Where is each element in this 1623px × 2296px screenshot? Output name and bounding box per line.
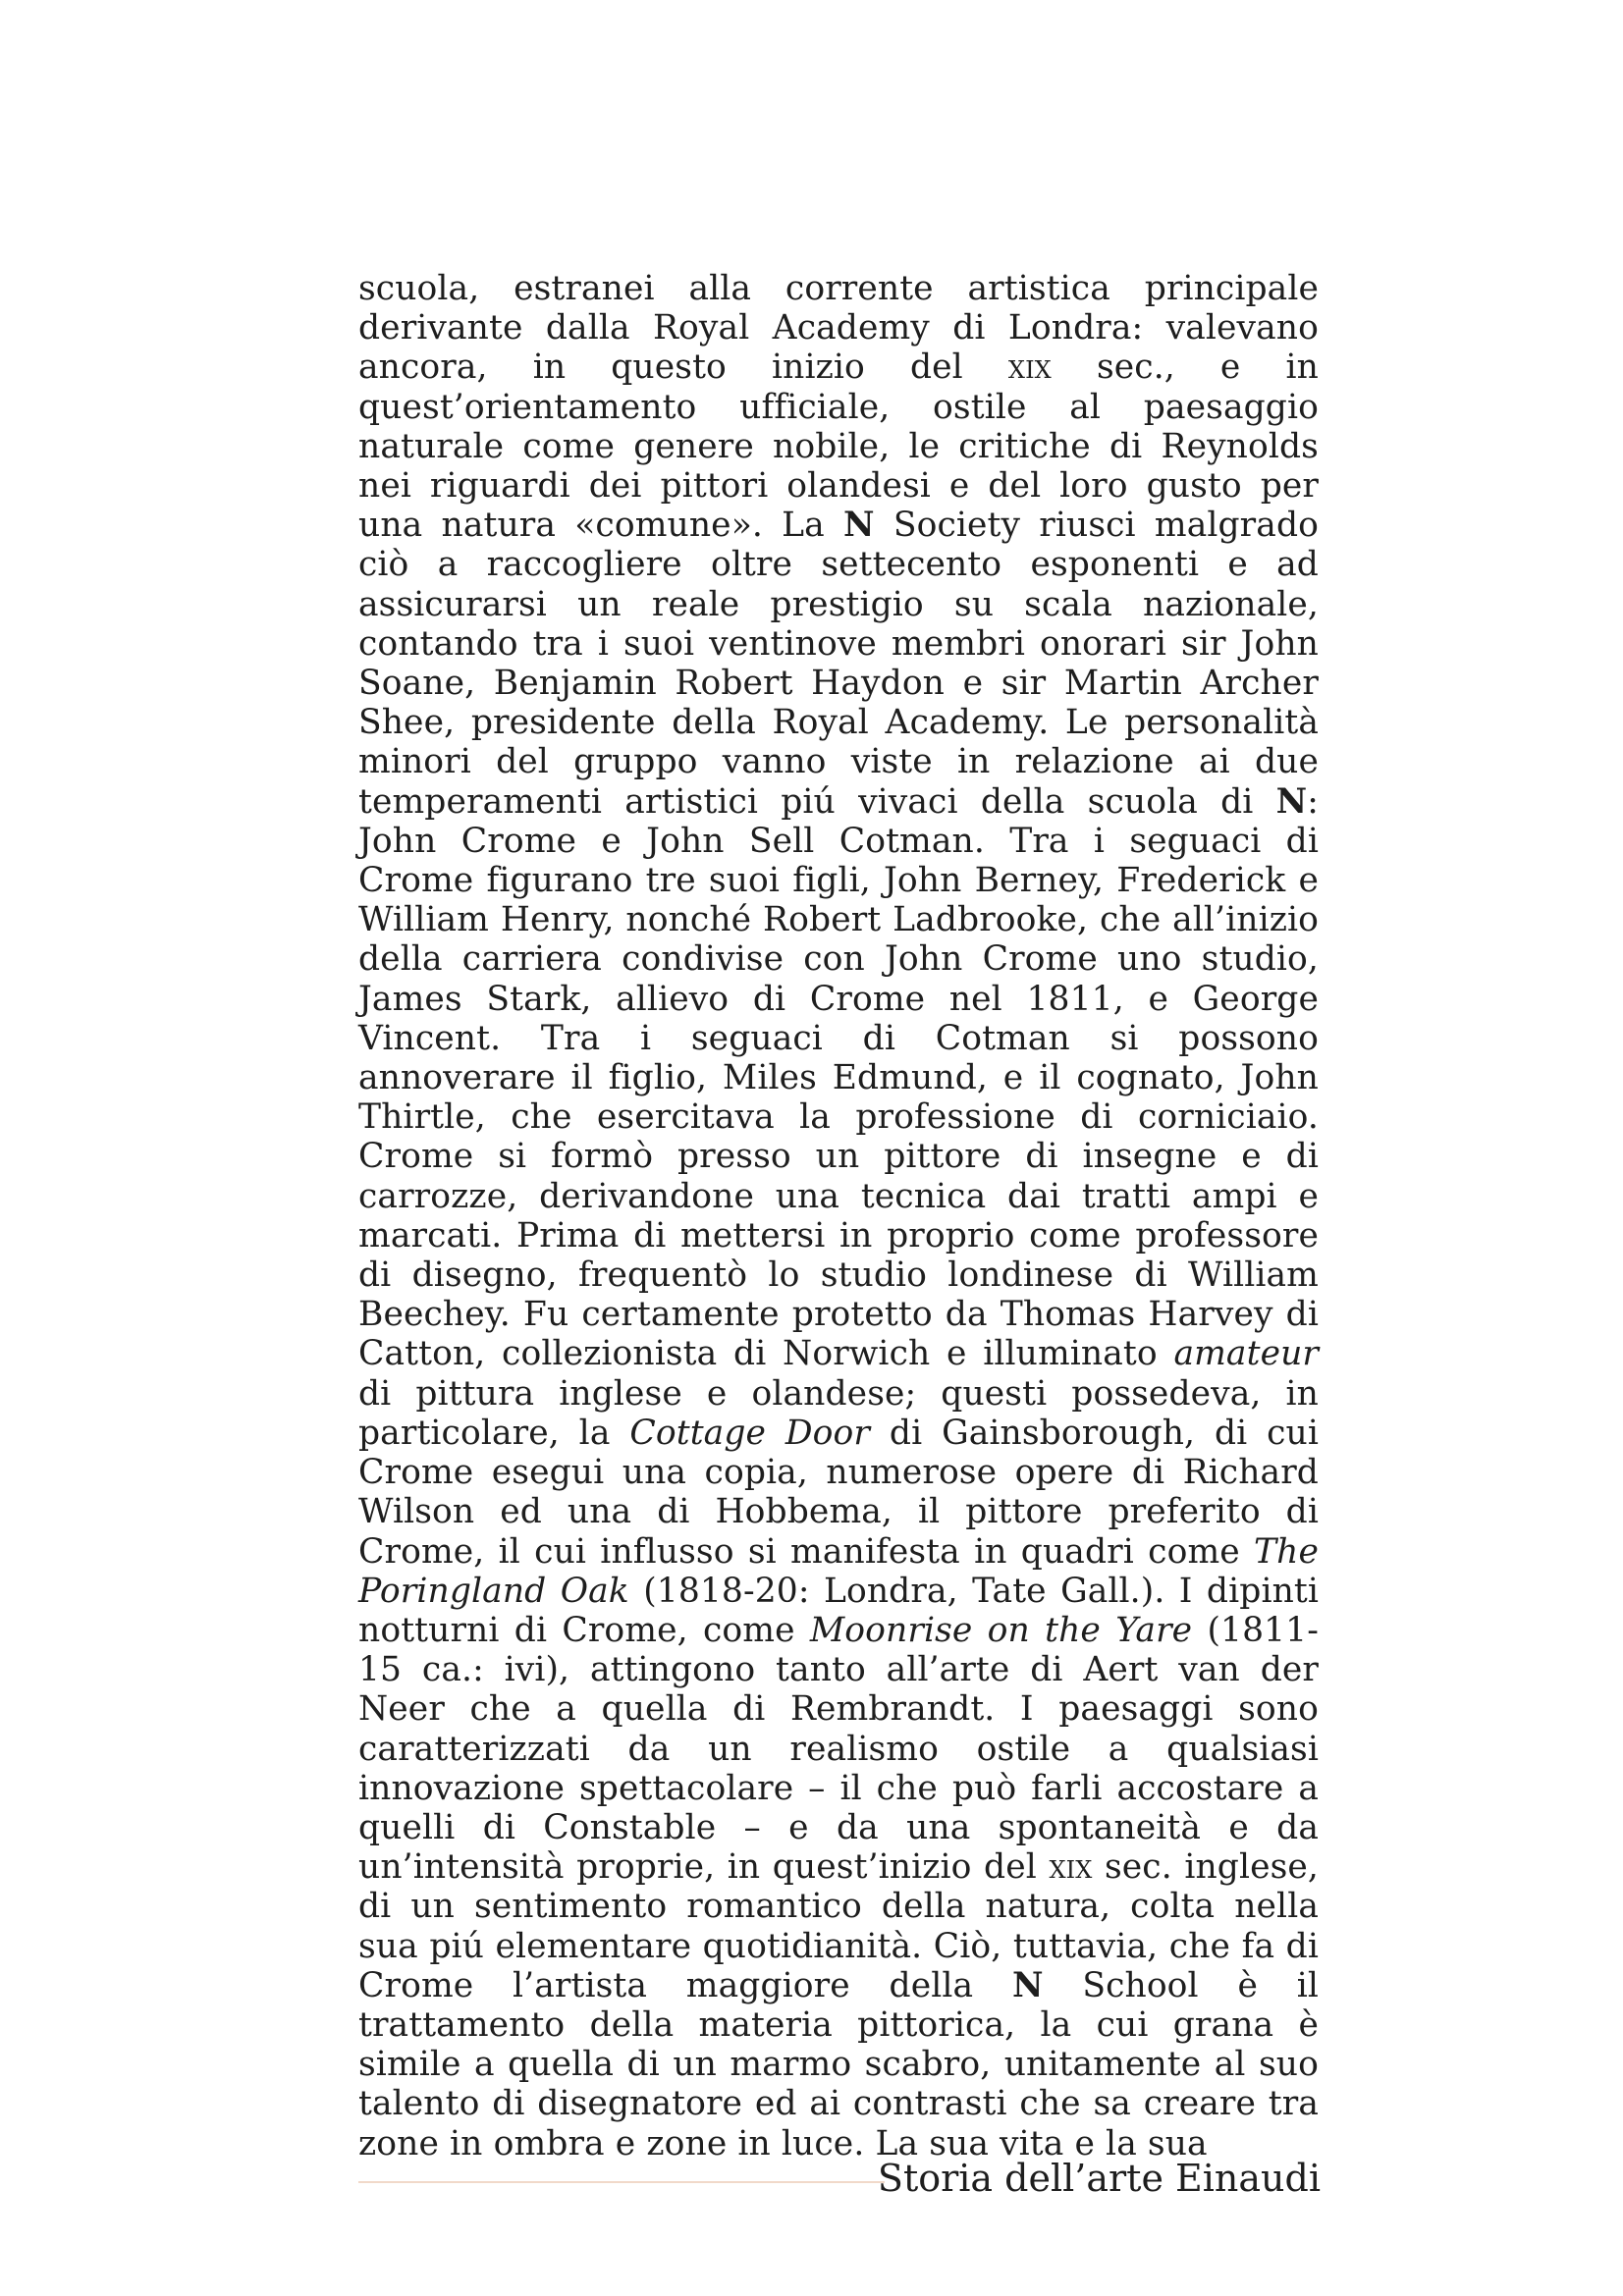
text-run: (1818-20: Londra, Tate Gall.). I dipinti notturni di Crome, come [358, 1571, 1319, 1650]
bold-run: N [1275, 781, 1308, 822]
text-run: School è il trattamento della materia pittorica, la cui grana è simile a quella di un marmo scabro, unitamente al suo talento di disegnatore ed ai contrasti che sa creare tra zone in ombra e zone in luce. La sua vita e la sua [358, 1965, 1319, 2163]
small-caps-run: xix [1007, 347, 1052, 388]
italic-run: Moonrise on the Yare [809, 1610, 1193, 1650]
text-run: : John Crome e John Sell Cotman. Tra i seguaci di Crome figurano tre suoi figli, John Berney, Frederick e William Henry, nonché Robert Ladbrooke, che all’inizio della carriera condivise con John Crome uno studio, James Stark, allievo di Crome nel 1811, e George Vincent. Tra i seguaci di Cotman si possono annoverare il figlio, Miles Edmund, e il cognato, John Thirtle, che esercitava la professione di corniciaio. Crome si formò presso un pittore di insegne e di carrozze, derivandone una tecnica dai tratti ampi e marcati. Prima di mettersi in proprio come professore di disegno, frequentò lo studio londinese di William Beechey. Fu certamente protetto da Thomas Harvey di Catton, collezionista di Norwich e illuminato [358, 781, 1319, 1374]
text-run: sec., e in quest’orientamento ufficiale, ostile al paesaggio naturale come genere nobile, le critiche di Reynolds nei riguardi dei pittori olandesi e del loro gusto per una natura «comune». La [358, 347, 1319, 546]
text-run: di pittura inglese e olandese; questi possedeva, in particolare, la [358, 1373, 1319, 1453]
small-caps-run: xix [1049, 1847, 1093, 1888]
text-run: sec. inglese, di un sentimento romantico della natura, colta nella sua piú elementare quotidianità. Ciò, tuttavia, che fa di Crome l’artista maggiore della [358, 1847, 1319, 2005]
footer-title: Storia dell’arte Einaudi [877, 2157, 1321, 2200]
footer-rule [358, 2181, 885, 2183]
italic-run: amateur [1173, 1334, 1319, 1374]
italic-run: Cottage Door [629, 1413, 871, 1453]
text-run: scuola, estranei alla corrente artistica principale derivante dalla Royal Academy di Londra: valevano ancora, in questo inizio del [358, 269, 1319, 388]
text-run: di Gainsborough, di cui Crome esegui una copia, numerose opere di Richard Wilson ed una di Hobbema, il pittore preferito di Crome, il cui influsso si manifesta in quadri come [358, 1413, 1320, 1572]
text-run: Society riusci malgrado ciò a raccogliere oltre settecento esponenti e ad assicurarsi un reale prestigio su scala nazionale, contando tra i suoi ventinove membri onorari sir John Soane, Benjamin Robert Haydon e sir Martin Archer Shee, presidente della Royal Academy. Le personalità minori del gruppo vanno viste in relazione ai due temperamenti artistici piú vivaci della scuola di [358, 506, 1319, 822]
bold-run: N [843, 506, 875, 546]
bold-run: N [1011, 1965, 1044, 2005]
body-paragraph [358, 269, 1319, 2163]
italic-run: The Poringland Oak [358, 1531, 1319, 1611]
text-run: (1811-15 ca.: ivi), attingono tanto all’arte di Aert van der Neer che a quella di Rembrandt. I paesaggi sono caratterizzati da un realismo ostile a qualsiasi innovazione spettacolare – il che può farli accostare a quelli di Constable – e da una spontaneità e da un’intensità proprie, in quest’inizio del [358, 1610, 1319, 1888]
